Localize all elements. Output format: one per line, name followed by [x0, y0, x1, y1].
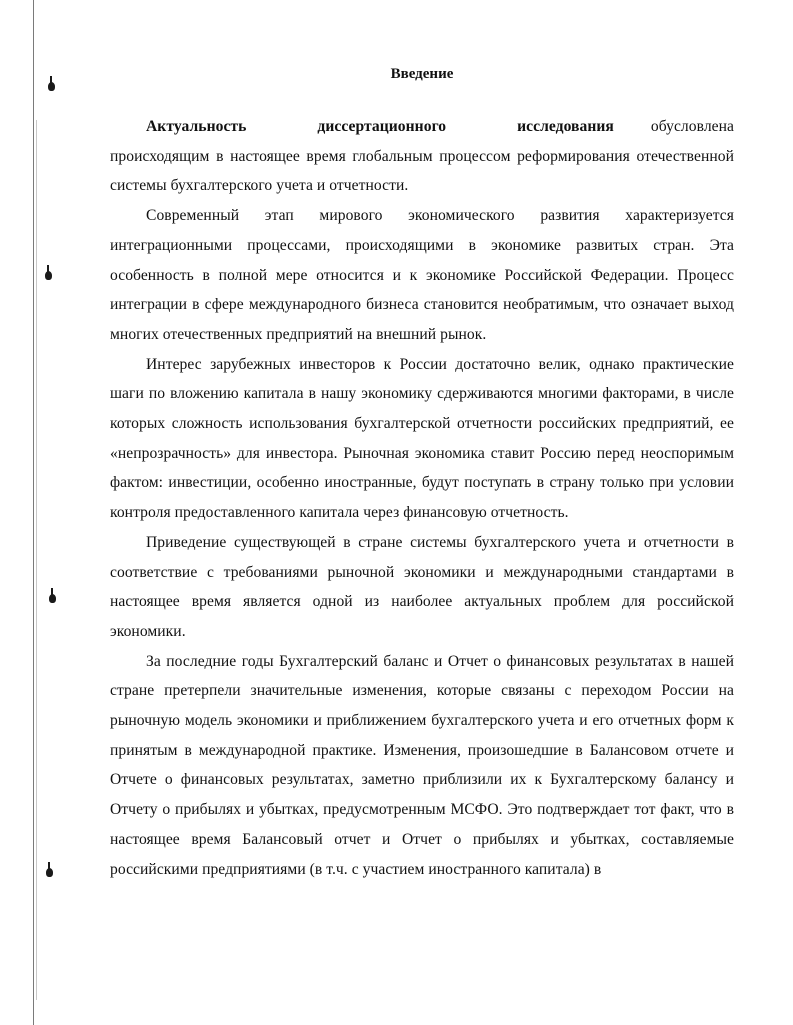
paragraph-standards: Приведение существующей в стране системы бухгалтерского учета и отчетности в соответствие с требованиями рыночной экономики и международными стандартами в настоящее время является одной из наиболее актуальных проблем для российской экономики. [110, 533, 734, 640]
paragraph-relevance [110, 112, 734, 201]
paragraph-integration: Современный этап мирового экономического развития характеризуется интеграционными процессами, происходящими в экономике развитых стран. Эта особенность в полной мере относится и к экономике Российской Федерации. Процесс интеграции в сфере международного бизнеса становится необратимым, что означает выход многих отечественных предприятий на внешний рынок. [110, 207, 734, 343]
bold-word-2: диссертационного [317, 118, 447, 135]
punch-hole-mark-4 [46, 868, 53, 877]
punch-hole-mark-2 [45, 271, 52, 280]
bold-word-3: исследования [517, 118, 614, 135]
section-title: Введение [390, 66, 454, 82]
binding-edge-line [33, 0, 34, 1025]
bold-term-relevance [146, 118, 614, 135]
paragraph-investors: Интерес зарубежных инвесторов к России достаточно велик, однако практические шаги по вложению капитала в нашу экономику сдерживаются многими факторами, в числе которых сложность использования бухгалтерской отчетности российских предприятий, ее «непрозрачность» для инвестора. Рыночная экономика ставит Россию перед неоспоримым фактом: инвестиции, особенно иностранные, будут поступать в страну только при условии контроля предоставленного капитала через финансовую отчетность. [110, 355, 734, 522]
bold-word-1: Актуальность [146, 118, 247, 135]
binding-edge-shadow [36, 120, 37, 1000]
paragraph-reports: За последние годы Бухгалтерский баланс и Отчет о финансовых результатах в нашей стране претерпели значительные изменения, которые связаны с переходом России на рыночную модель экономики и приближением бухгалтерского учета и его отчетных форм к принятым в международной практике. Изменения, произошедшие в Балансовом отчете и Отчете о финансовых результатах, заметно приблизили их к Бухгалтерскому балансу и Отчету о прибылях и убытках, предусмотренным МСФО. Это подтверждает тот факт, что в настоящее время Балансовый отчет и Отчет о прибылях и убытках, составляемые российскими предприятиями (в т.ч. с участием иностранного капитала) в [110, 652, 734, 878]
punch-hole-mark-3 [49, 594, 56, 603]
document-body [110, 60, 734, 884]
paragraph-relevance-text: обусловлена происходящим в настоящее время глобальным процессом реформирования отечественной системы бухгалтерского учета и отчетности. [110, 118, 734, 195]
punch-hole-mark-1 [48, 82, 55, 91]
